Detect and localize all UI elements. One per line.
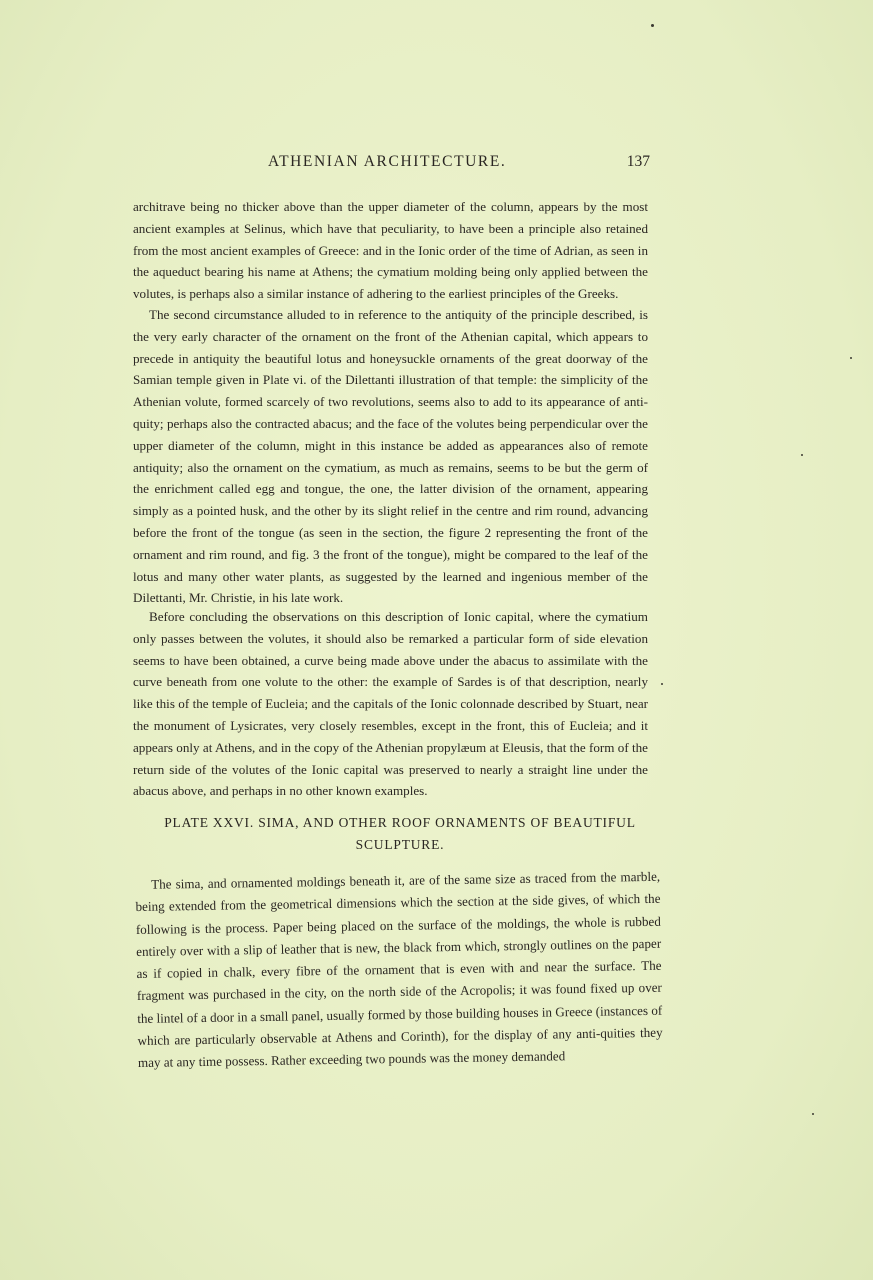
paragraph-2	[133, 304, 648, 609]
ink-speck	[850, 357, 852, 359]
page-number: 137	[626, 153, 650, 170]
running-title: ATHENIAN ARCHITECTURE.	[268, 153, 507, 170]
ink-speck	[812, 1113, 814, 1115]
paragraph-text: architrave being no thicker above than the upper diameter of the column, appears by the most ancient examples at Selinus, which have that peculiarity, to have been a principle also retained from the most ancient examples of Greece: and in the Ionic order of the time of Adrian, as seen in the aqueduct bearing his name at Athens; the cymatium molding being only applied between the volutes, is perhaps also a similar instance of adhering to the earliest principles of the Greeks.	[133, 199, 648, 302]
ink-speck	[801, 454, 803, 456]
ink-speck	[651, 24, 654, 27]
running-header	[130, 153, 660, 177]
plate-heading: PLATE XXVI. SIMA, AND OTHER ROOF ORNAMENTS OF BEAUTIFUL SCULPTURE.	[164, 815, 636, 852]
paragraph-1	[133, 196, 648, 305]
paragraph-4	[135, 866, 663, 1075]
paragraph-text: The second circumstance alluded to in reference to the antiquity of the principle described, is the very early character of the ornament on the front of the Athenian capital, which appears to precede in antiquity the beautiful lotus and honeysuckle ornaments of the great doorway of the Samian temple given in Plate vi. of the Dilettanti illustration of that temple: the simplicity of the Athenian volute, formed scarcely of two revolutions, seems also to add to its appearance of anti-quity; perhaps also the contracted abacus; and the face of the volutes being perpendicular over the upper diameter of the column, might in this instance be added as appearances also of remote antiquity; also the ornament on the cymatium, as much as remains, seems to be but the germ of the enrichment called egg and tongue, the one, the latter division of the ornament, appearing simply as a pointed husk, and the other by its slight relief in the centre and rim round, advancing before the front of the tongue (as seen in the section, the figure 2 representing the front of the ornament and rim round, and fig. 3 the front of the tongue), might be compared to the leaf of the lotus and many other water plants, as suggested by the learned and ingenious member of the Dilettanti, Mr. Christie, in his late work.	[133, 307, 648, 606]
paragraph-3	[133, 606, 648, 802]
ink-speck	[661, 683, 663, 685]
paragraph-text: The sima, and ornamented moldings beneath it, are of the same size as traced from the marble, being extended from the geometrical dimensions which the section at the side gives, of which the following is the process. Paper being placed on the surface of the moldings, the whole is rubbed entirely over with a slip of leather that is new, the black from which, strongly outlines on the paper as if copied in chalk, every fibre of the ornament that is even with and near the surface. The fragment was purchased in the city, on the north side of the Acropolis; it was found fixed up over the lintel of a door in a small panel, usually formed by those building houses in Greece (instances of which are particularly observable at Athens and Corinth), for the display of any anti-quities they may at any time possess. Rather exceeding two pounds was the money demanded	[135, 868, 663, 1071]
paragraph-text: Before concluding the observations on this description of Ionic capital, where the cymatium only passes between the volutes, it should also be remarked a particular form of side elevation seems to have been obtained, a curve being made above under the abacus to assimilate with the curve beneath from one volute to the other: the example of Sardes is of that description, nearly like this of the temple of Eucleia; and the capitals of the Ionic colonnade described by Stuart, near the monument of Lysicrates, very closely resembles, except in the front, this of Eucleia; and it appears only at Athens, and in the copy of the Athenian propylæum at Eleusis, that the form of the return side of the volutes of the Ionic capital was preserved to nearly a straight line under the abacus above, and perhaps in no other known examples.	[133, 609, 648, 799]
